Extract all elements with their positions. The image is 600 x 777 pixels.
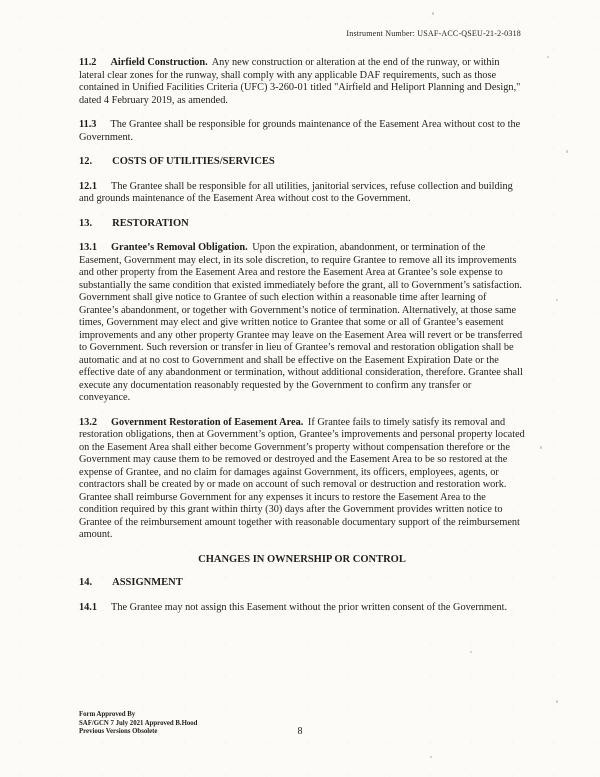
section-number: 14. — [79, 577, 93, 588]
scan-speckle — [547, 56, 549, 58]
clause-11-3 — [79, 119, 525, 144]
clause-number: 13.1 — [79, 242, 98, 253]
section-title: ASSIGNMENT — [112, 577, 183, 588]
clause-11-2 — [79, 57, 525, 107]
clause-text: If Grantee fails to timely satisfy its removal and restoration obligations, then at Government’s option, Grantee’s improvements and personal property located on the Easement Area shall either become Government’s property without compensation therefore or the Government may cause them to be removed or destroyed and the Easement Area to be so restored at the expense of Grantee, and no claim for damages against Government, its officers, employees, agents, or contractors shall be created by or made on account of such removal or destruction and restoration work. Grantee shall reimburse Government for any expenses it incurs to restore the Easement Area to the condition required by this grant within thirty (30) days after the Government provides written notice to Grantee of the reimbursement amount together with reasonable documentary support of the reimbursement amount. — [79, 416, 525, 540]
scan-speckle — [556, 700, 558, 703]
clause-text: Any new construction or alteration at the end of the runway, or within lateral clear zones for the runway, shall comply with any applicable DAF requirements, such as those contained in Unified Facilities Criteria (UFC) 3-260-01 titled "Airfield and Heliport Planning and Design," dated 4 February 2019, as amended. — [79, 57, 521, 106]
instrument-number: Instrument Number: USAF-ACC-QSEU-21-2-0318 — [346, 29, 521, 38]
scan-speckle — [566, 150, 568, 153]
footer-line-form-approved: Form Approved By — [79, 711, 136, 718]
scan-speckle — [470, 651, 472, 653]
clause-text: The Grantee may not assign this Easement without the prior written consent of the Government. — [111, 601, 508, 613]
footer-line-previous-versions: Previous Versions Obsolete — [79, 728, 158, 736]
clause-number: 11.2 — [79, 57, 97, 68]
clause-12-1 — [79, 181, 525, 206]
center-heading-changes-in-ownership: CHANGES IN OWNERSHIP OR CONTROL — [198, 553, 406, 565]
clause-number: 11.3 — [79, 119, 97, 130]
clause-number: 14.1 — [79, 601, 98, 613]
scan-speckle — [540, 446, 542, 449]
scan-speckle — [556, 299, 558, 301]
section-number: 12. — [79, 156, 93, 167]
footer-line-approval-authority: SAF/GCN 7 July 2021 Approved B.Hood — [79, 719, 198, 727]
scan-speckle — [432, 12, 434, 15]
section-heading-13 — [79, 218, 525, 231]
clause-number: 13.2 — [79, 416, 98, 428]
scan-speckle — [430, 756, 432, 758]
section-number: 13. — [79, 217, 93, 229]
section-title: RESTORATION — [112, 217, 189, 229]
clause-14-1 — [79, 602, 525, 615]
clause-text: The Grantee shall be responsible for all utilities, janitorial services, refuse collection and building and grounds maintenance of the Easement Area without cost to the Government. — [79, 180, 513, 204]
clause-13-2 — [79, 417, 525, 542]
section-title: COSTS OF UTILITIES/SERVICES — [112, 156, 275, 167]
page-number: 8 — [297, 726, 303, 737]
clause-text: The Grantee shall be responsible for grounds maintenance of the Easement Area without cost to the Government. — [79, 119, 521, 143]
document-body — [79, 57, 525, 626]
clause-title: Grantee’s Removal Obligation. — [111, 242, 248, 253]
clause-title: Airfield Construction. — [110, 57, 208, 68]
clause-text: Upon the expiration, abandonment, or termination of the Easement, Government may elect, in its sole discretion, to require Grantee to remove all its improvements and other property from the Easement Area and restore the Easement Area at Grantee’s sole expense to substantially the same condition that existed immediately before the grant, all to Government’s satisfaction. Government shall give notice to Grantee of such election within a reasonable time after learning of Grantee’s abandonment, or together with Government’s notice of termination. Alternatively, at those same times, Government may elect and give written notice to Grantee that some or all of Grantee’s easement improvements and any other property Grantee may leave on the Easement Area will revert or be transferred to Government. Such reversion or transfer in lieu of Grantee’s removal and restoration obligation shall be automatic and at no cost to Government and shall be effective on the Easement Expiration Date or the effective date of any abandonment or termination, without additional consideration, therefore. Grantee shall execute any documentation reasonably requested by the Government to confirm any transfer or conveyance. — [79, 242, 523, 403]
clause-13-1 — [79, 242, 525, 405]
clause-title: Government Restoration of Easement Area. — [111, 416, 304, 428]
section-heading-14 — [79, 577, 525, 590]
section-heading-12 — [79, 156, 525, 169]
clause-number: 12.1 — [79, 180, 98, 192]
